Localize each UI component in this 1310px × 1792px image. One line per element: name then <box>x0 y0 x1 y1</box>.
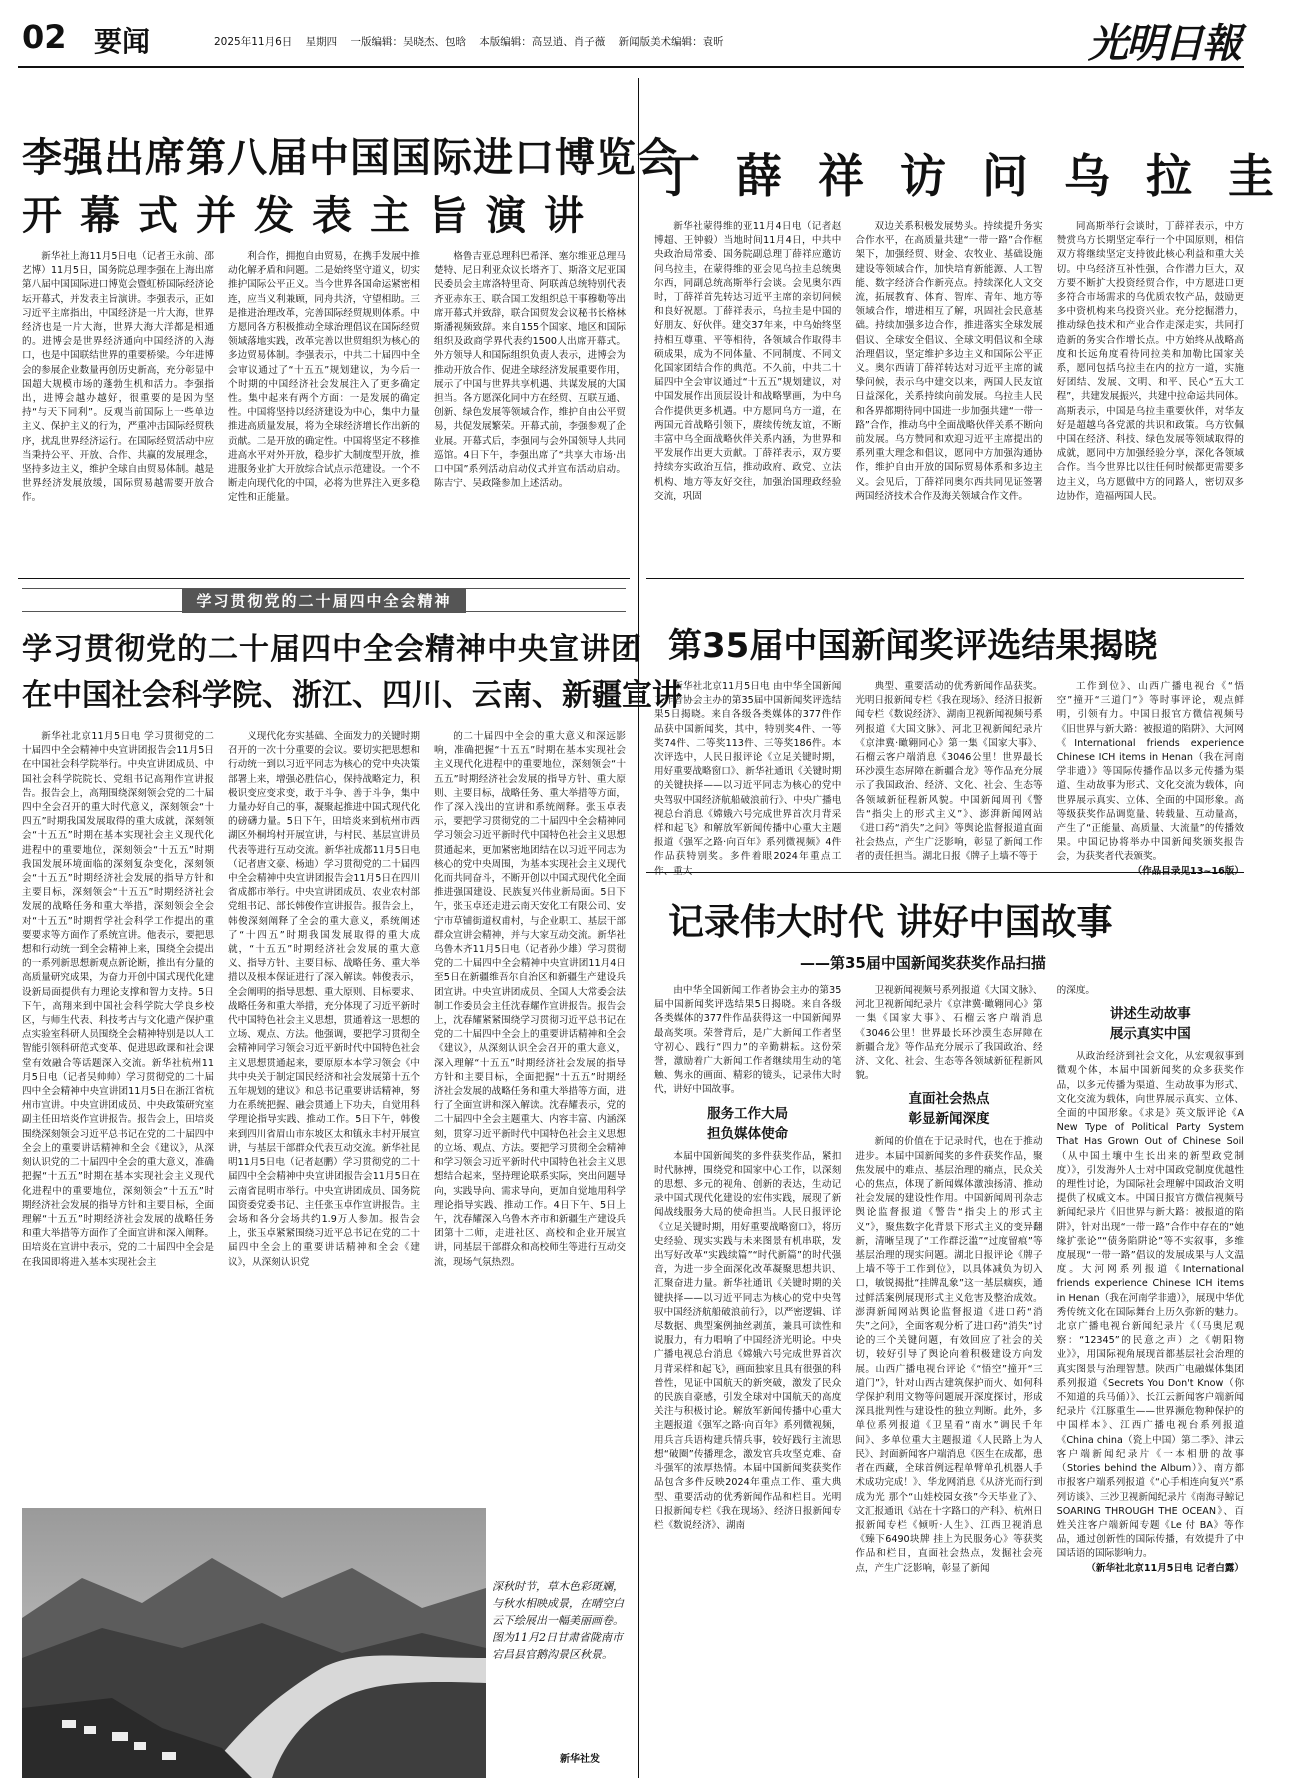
article2-col-2: 双边关系积极发展势头。持续提升务实合作水平，在高质量共建“一带一路”合作框架下，加强经贸、财金、农牧业、基础设施建设等领域合作，加快培育新能源、人工智能、数字经济合作新亮点。持续深化人文交流，拓展教育、体育、智库、青年、地方等领域合作，增进相互了解，巩固社会民意基础。持续加强多边合作，推进落实全球发展倡议、全球安全倡议、全球文明倡议和全球治理倡议，坚定维护多边主义和国际公平正义。奥尔西请丁薛祥转达对习近平主席的诚挚问候，表示乌中建交以来，两国人民友谊日益深化，关系持续向前发展。乌拉圭人民和各界都期待同中国进一步加强共建“一带一路”合作，推动乌中全面战略伙伴关系不断向前发展。乌方赞同和欢迎习近平主席提出的系列重大理念和倡议，愿同中方加强沟通协作，维护自由开放的国际贸易体系和多边主义。会见后，丁薛祥同奥尔西共同见证签署两国经济技术合作及海关领域合作文件。 <box>855 221 1043 502</box>
article5-subhead-1: 服务工作大局 担负媒体使命 <box>707 1105 789 1142</box>
article2-body <box>654 220 1244 570</box>
page-header <box>18 12 1244 68</box>
editors-2: 本版编辑：高昱逍、肖子薇 <box>479 36 606 48</box>
article4-col-1: 新华社北京11月5日电 由中华全国新闻工作者协会主办的第35届中国新闻奖评选结果5日揭晓。来自各级各类媒体的377件作品获中国新闻奖，其中，特别奖4件、一等奖74件、二等奖113件、三等奖186件。本次评选中，人民日报评论《立足关键时期，用好重要战略窗口》、新华社通讯《关键时期的关键抉择——以习近平同志为核心的党中央驾驭中国经济航船破浪前行》、中央广播电视总台消息《嫦娥六号完成世界首次月背采样和起飞》和解放军新闻传播中心重大主题报道《强军之路·向百年》系列微视频》4件作品获特别奖。多件着眼2024年重点工 <box>654 681 842 863</box>
article2-col-3: 同高斯举行会谈时，丁薛祥表示，中方赞赏乌方长期坚定奉行一个中国原则，相信双方将继续坚定支持彼此核心利益和重大关切。中乌经济互补性强，合作潜力巨大，双方要不断扩大投资经贸合作，中方愿进口更多符合市场需求的乌优质农牧产品，鼓励更多中资机构来乌投资兴业。充分挖掘潜力，推动绿色技术和产业合作走深走实，共同打造新的务实合作增长点。中方始终从战略高度和长远角度看待同拉美和加勒比国家关系，愿同包括乌拉圭在内的拉方一道，实施好团结、发展、文明、和平、民心“五大工程”，共建发展振兴，共建中拉命运共同体。高斯表示，中国是乌拉圭重要伙伴，对华友好是超越乌各党派的共识和政策。乌方钦佩中国在经济、科技、绿色发展等领域取得的成就，愿同中方加强经验分享，深化各领域合作。当今世界比以往任何时候都更需要多边主义，乌方愿做中方的同路人，密切双多边协作，造福两国人民。 <box>1056 221 1244 502</box>
column-divider <box>638 78 639 1778</box>
photo-credit: 新华社发 <box>560 1754 600 1765</box>
page-number: 02 <box>22 18 67 56</box>
landscape-photo-image <box>22 1508 486 1778</box>
article5-col-3: 的深度。 讲述生动故事 展示真实中国 从政治经济到社会文化，从宏观叙事到微观个体，本届中国新闻奖的众多获奖作品，以多元传播为渠道、生动故事为形式、文化交流为载体，向世界展示真实、立体、全面的中国形象。《求是》英文版评论《A New Type of Political Party System That Has Grown Out of Chinese Soil（从中国土壤中生长出来的新型政党制度）》，引发海外人士对中国政党制度优越性的理性讨论，为国际社会理解中国政治文明提供了权威文本。中国日报官方微信视频号新闻纪录片《旧世界与新大路：被报道的陷阱》，针对出现“一带一路”合作中存在的“她缘扩张论”“债务陷阱论”等不实叙事，多维度展现“一带一路”倡议的发展成果与人文温度。大河网系列报道《International friends experience Chinese ICH items in Henan（我在河南学非遗）》，展现中华优秀传统文化在国际舞台上历久弥新的魅力。北京广播电视台新闻纪录片《（马奥尼观察：“12345”的民意之声）之《朝阳物业》》，用国际视角展现首都基层社会治理的真实图景与治理智慧。陕西广电融媒体集团系列报道《Secrets You Don't Know（你不知道的兵马俑）》、长江云新闻客户端新闻纪录片《江豚重生——世界濒危物种保护的中国样本》、江西广播电视台系列报道《China china（瓷上中国）第二季》、津云客户端新闻纪录片《一本相册的故事（Stories behind the Album）》、南方都市报客户端系列报道《“心手相连向复兴”系列访谈》、三沙卫视新闻纪录片《南海寻鲸记 SOARING THROUGH THE OCEAN》、百姓关注客户端新闻专题《Le 付 BA》等作品，通过创新性的国际传播，有效提升了中国话语的国际影响力。 （新华社北京11月5日电 记者白露） <box>1057 984 1244 1778</box>
article5-end-note: （新华社北京11月5日电 记者白露） <box>1086 1562 1244 1574</box>
article3-headline-2: 在中国社会科学院、浙江、四川、云南、新疆宣讲 <box>22 678 682 713</box>
article4-headline: 第35届中国新闻奖评选结果揭晓 <box>668 626 1158 666</box>
page-info <box>214 34 734 49</box>
article4-body <box>654 680 1244 863</box>
article2-headline: 丁薛祥访问乌拉圭 <box>654 149 1310 203</box>
editors-3: 新闻版美术编辑：袁昕 <box>618 36 724 48</box>
article5-subtitle: ——第35届中国新闻奖获奖作品扫描 <box>800 954 1046 972</box>
section-rule-right-2 <box>646 872 1244 873</box>
section-rule-left <box>18 578 630 579</box>
section-title: 要闻 <box>94 25 151 58</box>
article3-headline-1: 学习贯彻党的二十届四中全会精神中央宣讲团 <box>22 632 642 667</box>
article3-col-1: 新华社北京11月5日电 学习贯彻党的二十届四中全会精神中央宣讲团报告会11月5日在中国社会科学院举行。中央宣讲团成员、中国社会科学院院长、党组书记高翔作宣讲报告。报告会上，高翔围绕深刻领会党的二十届四中全会召开的重大时代意义，深刻领会“十四五”时期我国发展取得的重大成就，深刻领会“十五五”时期在基本实现社会主义现代化进程中的重要地位，深刻领会“十五五”时期我国发展环境面临的深刻复杂变化，深刻领会“十五五”时期经济社会发展的指导方针和主要目标，深刻领会“十五五”时期经济社会发展的战略任务和重大举措，深刻领会全会对“十五五”时期哲学社会科学工作提出的重要要求等方面作了系统宣讲。他表示，要把思想和行动统一到全会精神上来，围绕全会提出的一系列新思想新观点新论断，推出有分量的高质量研究成果，为奋力开创中国式现代化建设新局面提供有力理论支撑和智力支持。5日下午，高翔来到中国社会科学院大学良乡校区，与师生代表、科技考古与文化遗产保护重点实验室科研人员围绕全会精神特别是以人工智能引领科研范式变革、促进思政课和社会课堂有效融合等话题深入交流。新华社杭州11月5日电（记者吴帅帅）学习贯彻党的二十届四中全会精神中央宣讲团11月5日在浙江省杭州市宣讲。中央宣讲团成员、中央政策研究室副主任田培炎作宣讲报告。报告会上，田培炎围绕深刻领会习近平总书记在党的二十届四中全会上的重要讲话精神和全会《建议》，从深刻认识党的二十届四中全会的重大意义，准确把握“十五五”时期在基本实现社会主义现代化进程中的重要地位，深刻领会“十五五”时期经济社会发展的指导方针和主要目标，全面理解“十五五”时期经济社会发展的战略任务和重大举措等方面作了全面宣讲和深入阐释。田培炎在宣讲中表示，党的二十届四中全会是在我国即将进入基本实现社会主 <box>22 731 214 1268</box>
article4-col-2: 典型、重要活动的优秀新闻作品获奖。光明日报新闻专栏《我在现场》、经济日报新闻专栏《数说经济》、湖南卫视新闻视频号系列报道《大国文脉》、河北卫视新闻纪录片《京津冀·瞰翱同心》第一集《国家大事》、石榴云客户端消息《3046公里！世界最长环沙漠生态屏障在新疆合龙》等作品充分展示了我国政治、经济、文化、社会、生态等各领域新征程新风貌。中国新闻周刊《警告“指尖上的形式主义”》、澎湃新闻网站《进口药“消失”之问》等舆论监督报道直面社会热点，产生广泛影响，彰显了新闻工作者的责任担当。湖北日报《牌子上墙不等于 <box>855 681 1043 863</box>
article1-headline-2: 开幕式并发表主旨演讲 <box>22 192 602 239</box>
article3-col-3: 的二十届四中全会的重大意义和深远影响，准确把握“十五五”时期在基本实现社会主义现代化进程中的重要地位，深刻领会“十五五”时期经济社会发展的指导方针、重大原则、主要目标，战略任务、重大举措等方面，作了深入浅出的宣讲和系统阐释。张玉卓表示，要把学习贯彻党的二十届四中全会精神同学习领会习近平新时代中国特色社会主义思想贯通起来，更加紧密地团结在以习近平同志为核心的党中央周围，为基本实现社会主义现代化而共同奋斗，不断开创以中国式现代化全面推进强国建设、民族复兴伟业新局面。5日下午，张玉卓还走进云南天安化工有限公司、安宁市草铺街道权甫村，与企业职工、基层干部群众宣讲会精神，并与大家互动交流。新华社乌鲁木齐11月5日电（记者孙少雄）学习贯彻党的二十届四中全会精神中央宣讲团11月4日至5日在新疆维吾尔自治区和新疆生产建设兵团宣讲。中央宣讲团成员、全国人大常委会法制工作委员会主任沈春耀作宣讲报告。报告会上，沈春耀紧紧围绕学习贯彻习近平总书记在党的二十届四中全会上的重要讲话精神和全会《建议》，从深刻认识全会召开的重大意义，深入理解“十五五”时期经济社会发展的指导方针和主要目标，全面把握“十五五”时期经济社会发展的战略任务和重大举措等方面，进行了全面宣讲和深入解读。沈春耀表示，党的二十届四中全会主题重大、内容丰富、内涵深刻，贯穿习近平新时代中国特色社会主义思想的立场、观点、方法。要把学习贯彻全会精神和学习领会习近平新时代中国特色社会主义思想结合起来，坚持理论联系实际，突出问题导向，实践导向、需求导向，更加自觉地用科学理论指导实践、推动工作。4日下午、5日上午，沈春耀深入乌鲁木齐市和新疆生产建设兵团第十二师，走进社区、高校和企业开展宣讲，同基层干部群众和高校师生等进行互动交流，现场气氛热烈。 <box>434 731 626 1268</box>
topic-banner-label: 学习贯彻党的二十届四中全会精神 <box>182 588 465 613</box>
article2-col-1: 新华社蒙得维的亚11月4日电（记者赵博超、王钟毅）当地时间11月4日，中共中央政治局常委、国务院副总理丁薛祥应邀访问乌拉圭，在蒙得维的亚会见乌拉圭总统奥尔西，同副总统高斯举行会谈。会见奥尔西时，丁薛祥首先转达习近平主席的亲切问候和良好祝愿。丁薛祥表示，乌拉圭是中国的好朋友、好伙伴。建交37年来，中乌始终坚持相互尊重、平等相待，各领域合作取得丰硕成果，成为不同体量、不同制度、不同文化国家团结合作的典范。不久前，中共二十届四中全会审议通过“十五五”规划建议，对中国发展作出顶层设计和战略擘画，为中乌合作提供更多机遇。中方愿同乌方一道，在两国元首战略引领下，赓续传统友谊，不断丰富中乌全面战略伙伴关系内涵，为世界和平发展作出更大贡献。丁薛祥表示，双方要持续夯实政治互信，推动政府、政党、立法机构、地方等友好交往，加强治国理政经验交流，巩固 <box>654 221 842 502</box>
photo-caption: 深秋时节，草木色彩斑斓，与秋水相映成景，在晴空白云下绘展出一幅美丽画卷。图为11月2日甘肃省陇南市宕昌县官鹅沟景区秋景。 <box>492 1580 624 1661</box>
article3-col-2: 义现代化夯实基础、全面发力的关键时期召开的一次十分重要的会议。要切实把思想和行动统一到以习近平同志为核心的党中央决策部署上来，增强必胜信心，保持战略定力，积极识变应变求变，敢于斗争、善于斗争，集中力量办好自己的事，凝聚起推进中国式现代化的磅礴力量。5日下午，田培炎来到杭州市西湖区外桐坞村开展宣讲，与村民、基层宣讲员代表等进行互动交流。新华社成都11月5日电（记者唐文豪、杨迪）学习贯彻党的二十届四中全会精神中央宣讲团报告会11月5日在四川省成都市举行。中央宣讲团成员、农业农村部党组书记、部长韩俊作宣讲报告。报告会上，韩俊深刻阐释了全会的重大意义，系统阐述了“十四五”时期我国发展取得的重大成就，“十五五”时期经济社会发展的重大意义、指导方针、主要目标、战略任务、重大举措以及根本保证进行了深入解读。韩俊表示，全会阐明的指导思想、重大原则、目标要求、战略任务和重大举措，充分体现了习近平新时代中国特色社会主义思想，贯通着这一思想的立场、观点、方法。他强调，要把学习贯彻全会精神同学习领会习近平新时代中国特色社会主义思想贯通起来，要原原本本学习领会《中共中央关于制定国民经济和社会发展第十五个五年规划的建议》和总书记重要讲话精神，努力在系统把握、融会贯通上下功夫，自觉用科学理论指导实践、推动工作。5日下午，韩俊来到四川省眉山市东坡区太和镇永丰村开展宣讲，与基层干部群众代表互动交流。新华社昆明11月5日电（记者赵鹏）学习贯彻党的二十届四中全会精神中央宣讲团报告会11月5日在云南省昆明市举行。中央宣讲团成员、国务院国资委党委书记、主任张玉卓作宣讲报告。主会场和各分会场共约1.9万人参加。报告会上，张玉卓紧紧围绕习近平总书记在党的二十届四中全会上的重要讲话精神和全会《建议》，从深刻认识党 <box>228 731 420 1268</box>
article4-col-3: 工作到位》、山西广播电视台《“悟空”撞开“三道门”》等时事评论，观点鲜明，引领有力。中国日报官方微信视频号《旧世界与新大路：被报道的陷阱》、大河网《International friends experience Chinese ICH items in Henan（我在河南学非遗）》等国际传播作品以多元传播为渠道、生动故事为形式、文化交流为载体，向世界展示真实、立体、全面的中国形象。高等级获奖作品调览量、转载量、互动量高，产生了“正能量、高质量、大流量”的传播效果。中国记协将举办中国新闻奖颁奖报告会，为获奖者代表颁奖。 <box>1057 680 1244 858</box>
article3-body <box>22 730 626 1498</box>
article1-body <box>22 250 626 568</box>
masthead-logo: 光明日報 <box>1088 20 1240 67</box>
article1-col-2: 利合作，拥抱自由贸易，在携手发展中推动化解矛盾和问题。二是始终坚守道义，切实推护国际公平正义。当今世界各国命运紧密相连，应当义利兼顾，同舟共济，守望相助。三是推进治理改革，完善国际经贸规则体系。中方愿同各方积极推动全球治理倡议在国际经贸领域落地实践，改革完善以世贸组织为核心的多边贸易体制。李强表示，中共二十届四中全会审议通过了“十五五”规划建议，为今后一个时期的中国经济社会发展注入了更多确定性。集中起来有两个方面：一是发展的确定性。中国将坚持以经济建设为中心，集中力量推进高质量发展，将为全球经济增长作出新的贡献。二是开放的确定性。中国将坚定不移推进高水平对外开放，稳步扩大制度型开放，推进服务业扩大开放综合试点示范建设。一个不断走向现代化的中国，必将为世界注入更多稳定性和正能量。 <box>228 251 420 504</box>
article1-col-1: 新华社上海11月5日电（记者王永前、邵艺博）11月5日，国务院总理李强在上海出席第八届中国国际进口博览会暨虹桥国际经济论坛开幕式，并发表主旨演讲。李强表示，正如习近平主席指出，中国经济是一片大海，世界经济也是一片大海，世界大海大洋都是相通的。进博会是世界经济通向中国经济的入海口，也是中国联结世界的重要桥梁。今年进博会的参展企业数量再创历史新高，充分彰显中国超大规模市场的蓬勃生机和活力。李强指出，进博会越办越好，很重要的是因为坚持“与天下同利”。反观当前国际上一些单边主义、保护主义的行为，严重冲击国际经贸秩序，扰乱世界经济运行。在国际经贸活动中应当秉持公平、开放、合作、共赢的发展理念，坚持多边主义，维护全球自由贸易体制。越是世界经济发展放缓，国际贸易越需要开放合作。 <box>22 251 214 504</box>
topic-banner <box>22 588 626 612</box>
date: 2025年11月6日 <box>214 36 293 48</box>
weekday: 星期四 <box>305 36 338 48</box>
article5-body <box>654 984 1244 1778</box>
article5-subhead-2: 直面社会热点 彰显新闻深度 <box>908 1091 990 1128</box>
article5-col-2: 卫视新闻视频号系列报道《大国文脉》、河北卫视新闻纪录片《京津冀·瞰翱同心》第一集《国家大事》、石榴云客户端消息《3046公里！世界最长环沙漠生态屏障在新疆合龙》等作品充分展示了我国政治、经济、文化、社会、生态等各领域新征程新风貌。 直面社会热点 彰显新闻深度 新闻的价值在于记录时代，也在于推动进步。本届中国新闻奖的多件获奖作品，聚焦发展中的难点、基层治理的痛点，民众关心的焦点，体现了新闻媒体激浊扬清、推动社会发展的建设性作用。中国新闻周刊杂志舆论监督报道《警告“指尖上的形式主义”》，聚焦数字化背景下形式主义的变异翻新，清晰呈现了“工作群泛滥”“过度留痕”等基层治理的现实问题。湖北日报评论《牌子上墙不等于工作到位》，以具体减负为切入口，敏锐揭批“挂牌乱象”这一基层痼疾，通过鲜活案例展现形式主义危害及整治成效。澎湃新闻网站舆论监督报道《进口药“消失”之问》，全面客观分析了进口药“消失”讨论的三个关键问题，有效回应了社会的关切，较好引导了舆论向着积极建设方向发展。山西广播电视台评论《“悟空”撞开“三道门”》，针对山西古建筑保护而火、如何科学保护利用文物等问题展开深度探讨，形成深具批判性与建设性的独立判断。此外，多单位系列报道《卫星看“南水”调民千年间》、多单位重大主题报道《人民路上为人民》、封面新闻客户端消息《医生在成都，患者在西藏，全球首例远程单臂单孔机器人手术成功完成！》、华龙网消息《从济光而行到成为光 那个“山娃校园女孩”今天毕业了》、文汇报通讯《站在十字路口的产科》、杭州日报新闻专栏《倾听·人生》、江西卫视消息《臻下6490块牌 挂上为民服务心》等获奖作品和栏目，直面社会热点，发掘社会亮点，产生广泛影响，彰显了新闻 <box>855 985 1043 1574</box>
article1-col-3: 格鲁吉亚总理科巴希泽、塞尔维亚总理马楚特、尼日利亚众议长塔齐丁、斯洛文尼亚国民委员会主席洛特里奇、阿联酋总统特别代表齐亚赤东王、联合国工发组织总干事穆勒等出席开幕式并致辞，联合国贸发会议秘书长格林斯潘视频致辞。来自155个国家、地区和国际组织及政商学界代表约1500人出席开幕式。外方领导人和国际组织负责人表示，进博会为推动开放合作、促进全球经济发展重要作用，展示了中国与世界共享机遇、共谋发展的大国担当。各方愿深化同中方在经贸、互联互通、创新、绿色发展等领域合作，维护自由公平贸易，共促发展繁荣。开幕式前，李强参观了企业展。开幕式后，李强同与会外国领导人共同巡馆。4日下午，李强出席了“共享大市场·出口中国”系列活动启动仪式并宣布活动启动。陈吉宁、吴政隆参加上述活动。 <box>434 251 626 490</box>
article5-subhead-3: 讲述生动故事 展示真实中国 <box>1109 1006 1191 1043</box>
article5-headline: 记录伟大时代 讲好中国故事 <box>668 902 1113 943</box>
article1-headline-1: 李强出席第八届中国国际进口博览会 <box>22 134 678 181</box>
article5-col-1: 由中华全国新闻工作者协会主办的第35届中国新闻奖评选结果5日揭晓。来自各级各类媒体的377件作品获得这一中国新闻界最高奖项。荣誉背后，是广大新闻工作者坚守初心、践行“四力”的辛勤耕耘。这份荣誉，激励着广大新闻工作者继续用生动的笔触、隽永的画面、精彩的镜头，记录伟大时代，讲好中国故事。 服务工作大局 担负媒体使命 本届中国新闻奖的多件获奖作品，紧扣时代脉搏，围绕党和国家中心工作，以深刻的思想、多元的视角、创新的表达，生动记录中国式现代化建设的宏伟实践，展现了新闻战线服务大局的使命担当。人民日报评论《立足关键时期，用好重要战略窗口》，将历史经验、现实实践与未来图景有机串联，发出写好改革“实践续篇”“时代新篇”的时代强音，为进一步全面深化改革凝聚思想共识、汇聚奋进力量。新华社通讯《关键时期的关键抉择——以习近平同志为核心的党中央驾驭中国经济航船破浪前行》，以严密逻辑、详尽数据、典型案例抽丝剥茧，兼具可读性和说服力，有力唱响了中国经济光明论。中央广播电视总台消息《嫦娥六号完成世界首次月背采样和起飞》，画面独家且具有很强的科普性，见证中国航天的新突破，激发了民众的民族自豪感，引发全球对中国航天的高度关注与积极讨论。解放军新闻传播中心重大主题报道《强军之路·向百年》系列微视频，用兵言兵语构建兵情兵事，较好践行主流思想“破圈”传播理念，激发官兵攻坚克难、奋斗强军的浓厚热情。本届中国新闻奖获奖作品包含多件反映2024年重点工作、重大典型、重要活动的优秀新闻作品和栏目。光明日报新闻专栏《我在现场》、经济日报新闻专栏《数说经济》、湖南 <box>654 985 842 1531</box>
landscape-photo <box>22 1508 486 1778</box>
section-rule-right <box>646 578 1244 579</box>
editors-1: 一版编辑：吴晓杰、包晗 <box>350 36 466 48</box>
